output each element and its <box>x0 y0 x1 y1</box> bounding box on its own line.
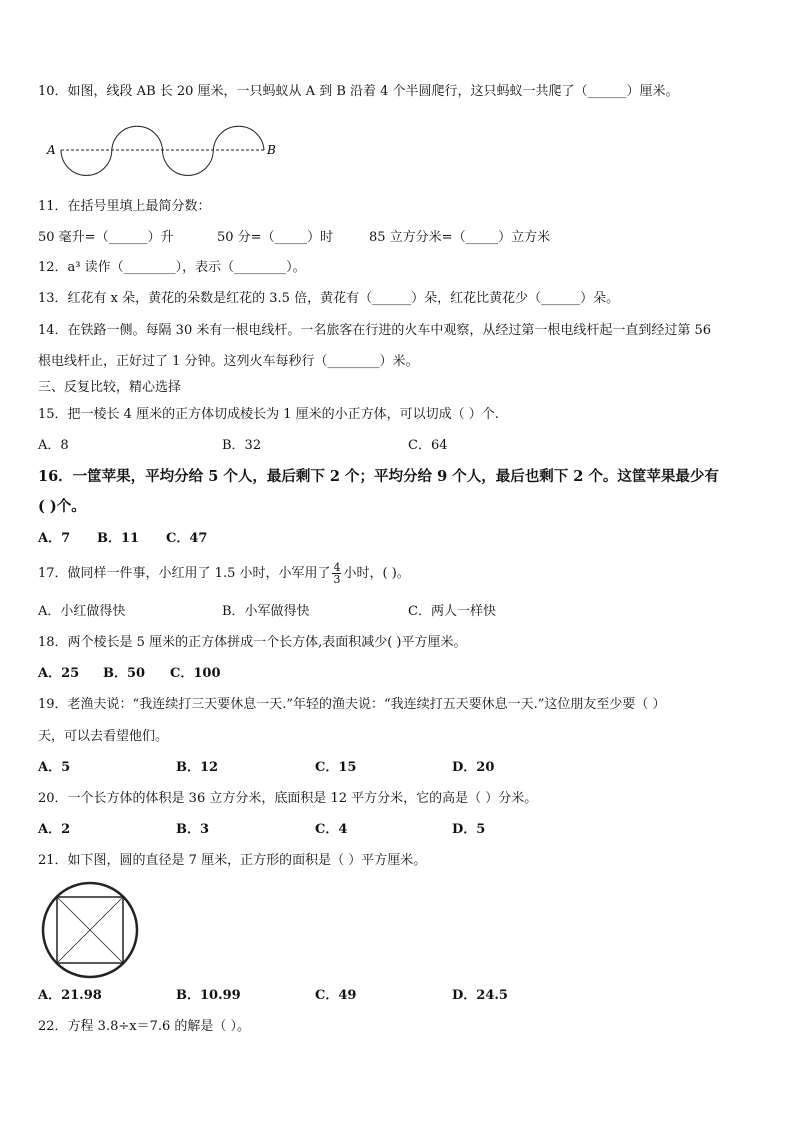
q16-option-b[interactable]: B．11 <box>97 531 140 546</box>
q15-option-b[interactable]: B．32 <box>222 438 262 453</box>
question-21: 21．如下图，圆的直径是 7 厘米，正方形的面积是（ ）平方厘米。 <box>38 853 427 868</box>
question-15: 15．把一棱长 4 厘米的正方体切成棱长为 1 厘米的小正方体，可以切成（ ）个. <box>38 407 499 422</box>
question-14-line2: 根电线杆止，正好过了 1 分钟。这列火车每秒行（________）米。 <box>38 354 419 369</box>
q21-option-a[interactable]: A．21.98 <box>38 988 102 1003</box>
q17-option-a[interactable]: A．小红做得快 <box>38 604 126 619</box>
question-16-line2: ( )个。 <box>38 498 86 515</box>
question-19-line2: 天，可以去看望他们。 <box>38 729 169 744</box>
q19-option-d[interactable]: D．20 <box>452 760 495 775</box>
q21-option-c[interactable]: C．49 <box>315 988 357 1003</box>
circle-square-figure <box>40 880 140 980</box>
q21-option-b[interactable]: B．10.99 <box>176 988 241 1003</box>
q16-option-a[interactable]: A．7 <box>38 531 71 546</box>
semicircle-figure <box>46 118 286 178</box>
question-16-line1: 16．一筐苹果，平均分给 5 个人，最后剩下 2 个；平均分给 9 个人，最后也剩下 2 个。这筐苹果最少有 <box>38 468 719 485</box>
q17-option-b[interactable]: B．小军做得快 <box>222 604 310 619</box>
question-10: 10．如图，线段 AB 长 20 厘米，一只蚂蚁从 A 到 B 沿着 4 个半圆爬行，这只蚂蚁一共爬了（______）厘米。 <box>38 84 679 99</box>
q11-item-1: 50 毫升=（______）升 <box>38 230 174 245</box>
question-12: 12．a³ 读作（________），表示（________）。 <box>38 260 306 275</box>
fraction-denominator: 3 <box>333 573 341 586</box>
question-14-line1: 14．在铁路一侧。每隔 30 米有一根电线杆。一名旅客在行进的火车中观察，从经过第一根电线杆起一直到经过第 56 <box>38 323 712 338</box>
q20-option-b[interactable]: B．3 <box>176 822 210 837</box>
question-20: 20．一个长方体的体积是 36 立方分米，底面积是 12 平方分米，它的高是（ ）分米。 <box>38 791 538 806</box>
q19-option-a[interactable]: A．5 <box>38 760 71 775</box>
question-13: 13．红花有 x 朵，黄花的朵数是红花的 3.5 倍，黄花有（______）朵，红花比黄花少（______）朵。 <box>38 291 620 306</box>
q19-option-c[interactable]: C．15 <box>315 760 357 775</box>
q19-option-b[interactable]: B．12 <box>176 760 219 775</box>
question-18: 18．两个棱长是 5 厘米的正方体拼成一个长方体,表面积减少( )平方厘米。 <box>38 635 467 650</box>
question-22: 22．方程 3.8÷x＝7.6 的解是（ ）。 <box>38 1019 251 1034</box>
q11-item-3: 85 立方分米=（_____）立方米 <box>369 230 551 245</box>
q11-item-2: 50 分=（_____）时 <box>217 230 334 245</box>
q18-option-c[interactable]: C．100 <box>170 666 221 681</box>
fraction-numerator: 4 <box>333 561 341 574</box>
q15-option-a[interactable]: A．8 <box>38 438 69 453</box>
q18-option-b[interactable]: B．50 <box>103 666 146 681</box>
q20-option-a[interactable]: A．2 <box>38 822 71 837</box>
question-19-line1: 19．老渔夫说：“我连续打三天要休息一天.”年轻的渔夫说：“我连续打五天要休息一天.”这位朋友至少要（ ） <box>38 697 666 712</box>
q17-option-c[interactable]: C．两人一样快 <box>408 604 496 619</box>
q21-option-d[interactable]: D．24.5 <box>452 988 508 1003</box>
q16-option-c[interactable]: C．47 <box>166 531 208 546</box>
q15-option-c[interactable]: C．64 <box>408 438 448 453</box>
q17-text-after: 小时，( )。 <box>343 566 410 581</box>
question-11: 11．在括号里填上最简分数： <box>38 199 211 214</box>
semicircle-path <box>61 126 264 175</box>
q20-option-c[interactable]: C．4 <box>315 822 348 837</box>
label-b: B <box>267 143 276 157</box>
section-title: 三、反复比较，精心选择 <box>38 380 182 395</box>
q20-option-d[interactable]: D．5 <box>452 822 486 837</box>
q18-option-a[interactable]: A．25 <box>38 666 80 681</box>
q17-text-before: 17．做同样一件事，小红用了 1.5 小时，小军用了 <box>38 566 331 581</box>
question-17 <box>38 561 410 587</box>
label-a: A <box>47 143 56 157</box>
fraction-four-thirds <box>332 562 341 585</box>
